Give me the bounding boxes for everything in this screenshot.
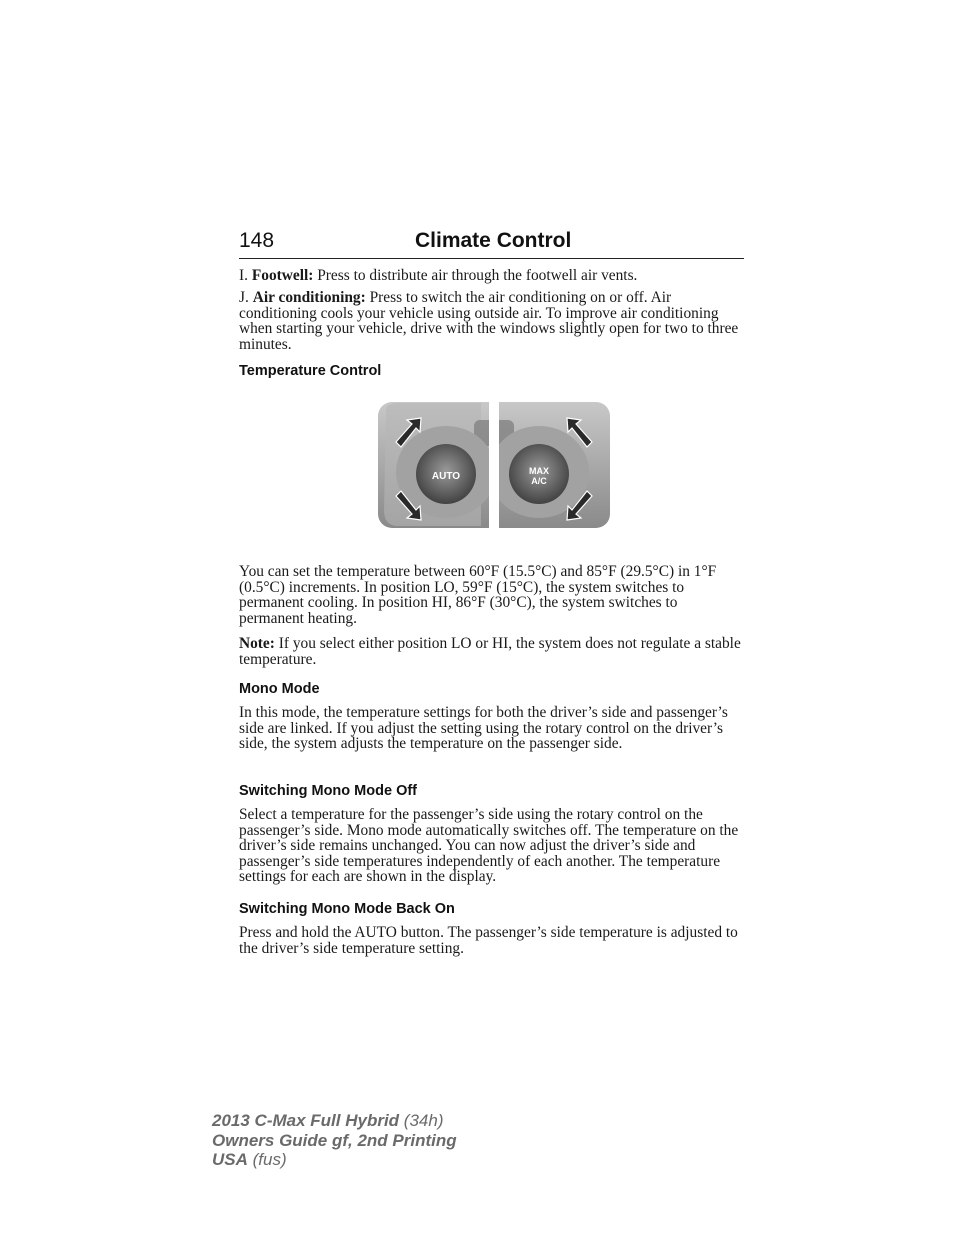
panel-split-line xyxy=(489,398,499,532)
footer-line-1 xyxy=(212,1111,457,1131)
mono-mode-off-paragraph: Select a temperature for the passenger’s side using the rotary control on the passenger’s side. Mono mode automatically switches off. The temperature on the driver’s side remains unchanged. You can now adjust the driver’s side and passenger’s side temperatures independently of each another. The temperature settings for each are shown in the display. xyxy=(239,806,739,886)
item-description: Press to distribute air through the footwell air vents. xyxy=(317,267,638,284)
page-footer xyxy=(212,1111,457,1170)
heading-mono-mode-off: Switching Mono Mode Off xyxy=(239,783,418,799)
item-description: Press to switch the air conditioning on or off. Air conditioning cools your vehicle using outside air. To improve air conditioning when starting your vehicle, drive with the windows slightly open for two to three minutes. xyxy=(239,289,739,353)
page-header xyxy=(239,228,744,259)
chapter-title: Climate Control xyxy=(415,229,572,252)
footer-market: USA xyxy=(212,1150,248,1169)
temperature-control-illustration xyxy=(376,398,612,532)
heading-mono-mode: Mono Mode xyxy=(239,681,320,697)
note-text: If you select either position LO or HI, the system does not regulate a stable temperature. xyxy=(239,635,741,668)
max-ac-label-line1: MAX xyxy=(529,466,549,476)
item-term: Footwell: xyxy=(251,267,314,284)
climate-control-panel-graphic xyxy=(376,398,612,532)
item-letter: I. xyxy=(239,267,248,284)
temperature-paragraph: You can set the temperature between 60°F (15.5°C) and 85°F (29.5°C) in 1°F (0.5°C) increments. In position LO, 59°F (15°C), the system switches to permanent cooling. In position HI, 86°F (30°C), the system switches to permanent heating. xyxy=(239,563,717,627)
footer-model: 2013 C-Max Full Hybrid xyxy=(212,1111,400,1130)
temperature-note xyxy=(239,636,744,667)
mono-mode-on-paragraph: Press and hold the AUTO button. The passenger’s side temperature is adjusted to the driver’s side temperature setting. xyxy=(239,924,738,957)
auto-button-label: AUTO xyxy=(431,471,461,482)
footer-line-2 xyxy=(212,1131,457,1151)
mono-mode-paragraph: In this mode, the temperature settings for both the driver’s side and passenger’s side are linked. If you adjust the setting using the rotary control on the driver’s side, the system adjusts the temperature on the passenger side. xyxy=(239,704,728,753)
item-term: Air conditioning: xyxy=(252,289,366,306)
heading-mono-mode-on: Switching Mono Mode Back On xyxy=(239,901,455,917)
max-ac-label-line2: A/C xyxy=(531,476,547,486)
page-number: 148 xyxy=(239,229,275,252)
item-footwell xyxy=(239,268,744,284)
footer-market-code: (fus) xyxy=(252,1150,287,1169)
note-label: Note: xyxy=(239,635,275,652)
footer-guide: Owners Guide gf, 2nd Printing xyxy=(212,1130,457,1150)
item-air-conditioning xyxy=(239,290,744,352)
footer-line-3 xyxy=(212,1150,457,1170)
item-letter: J. xyxy=(239,289,249,306)
footer-model-code: (34h) xyxy=(403,1111,444,1130)
heading-temperature-control: Temperature Control xyxy=(239,363,382,379)
